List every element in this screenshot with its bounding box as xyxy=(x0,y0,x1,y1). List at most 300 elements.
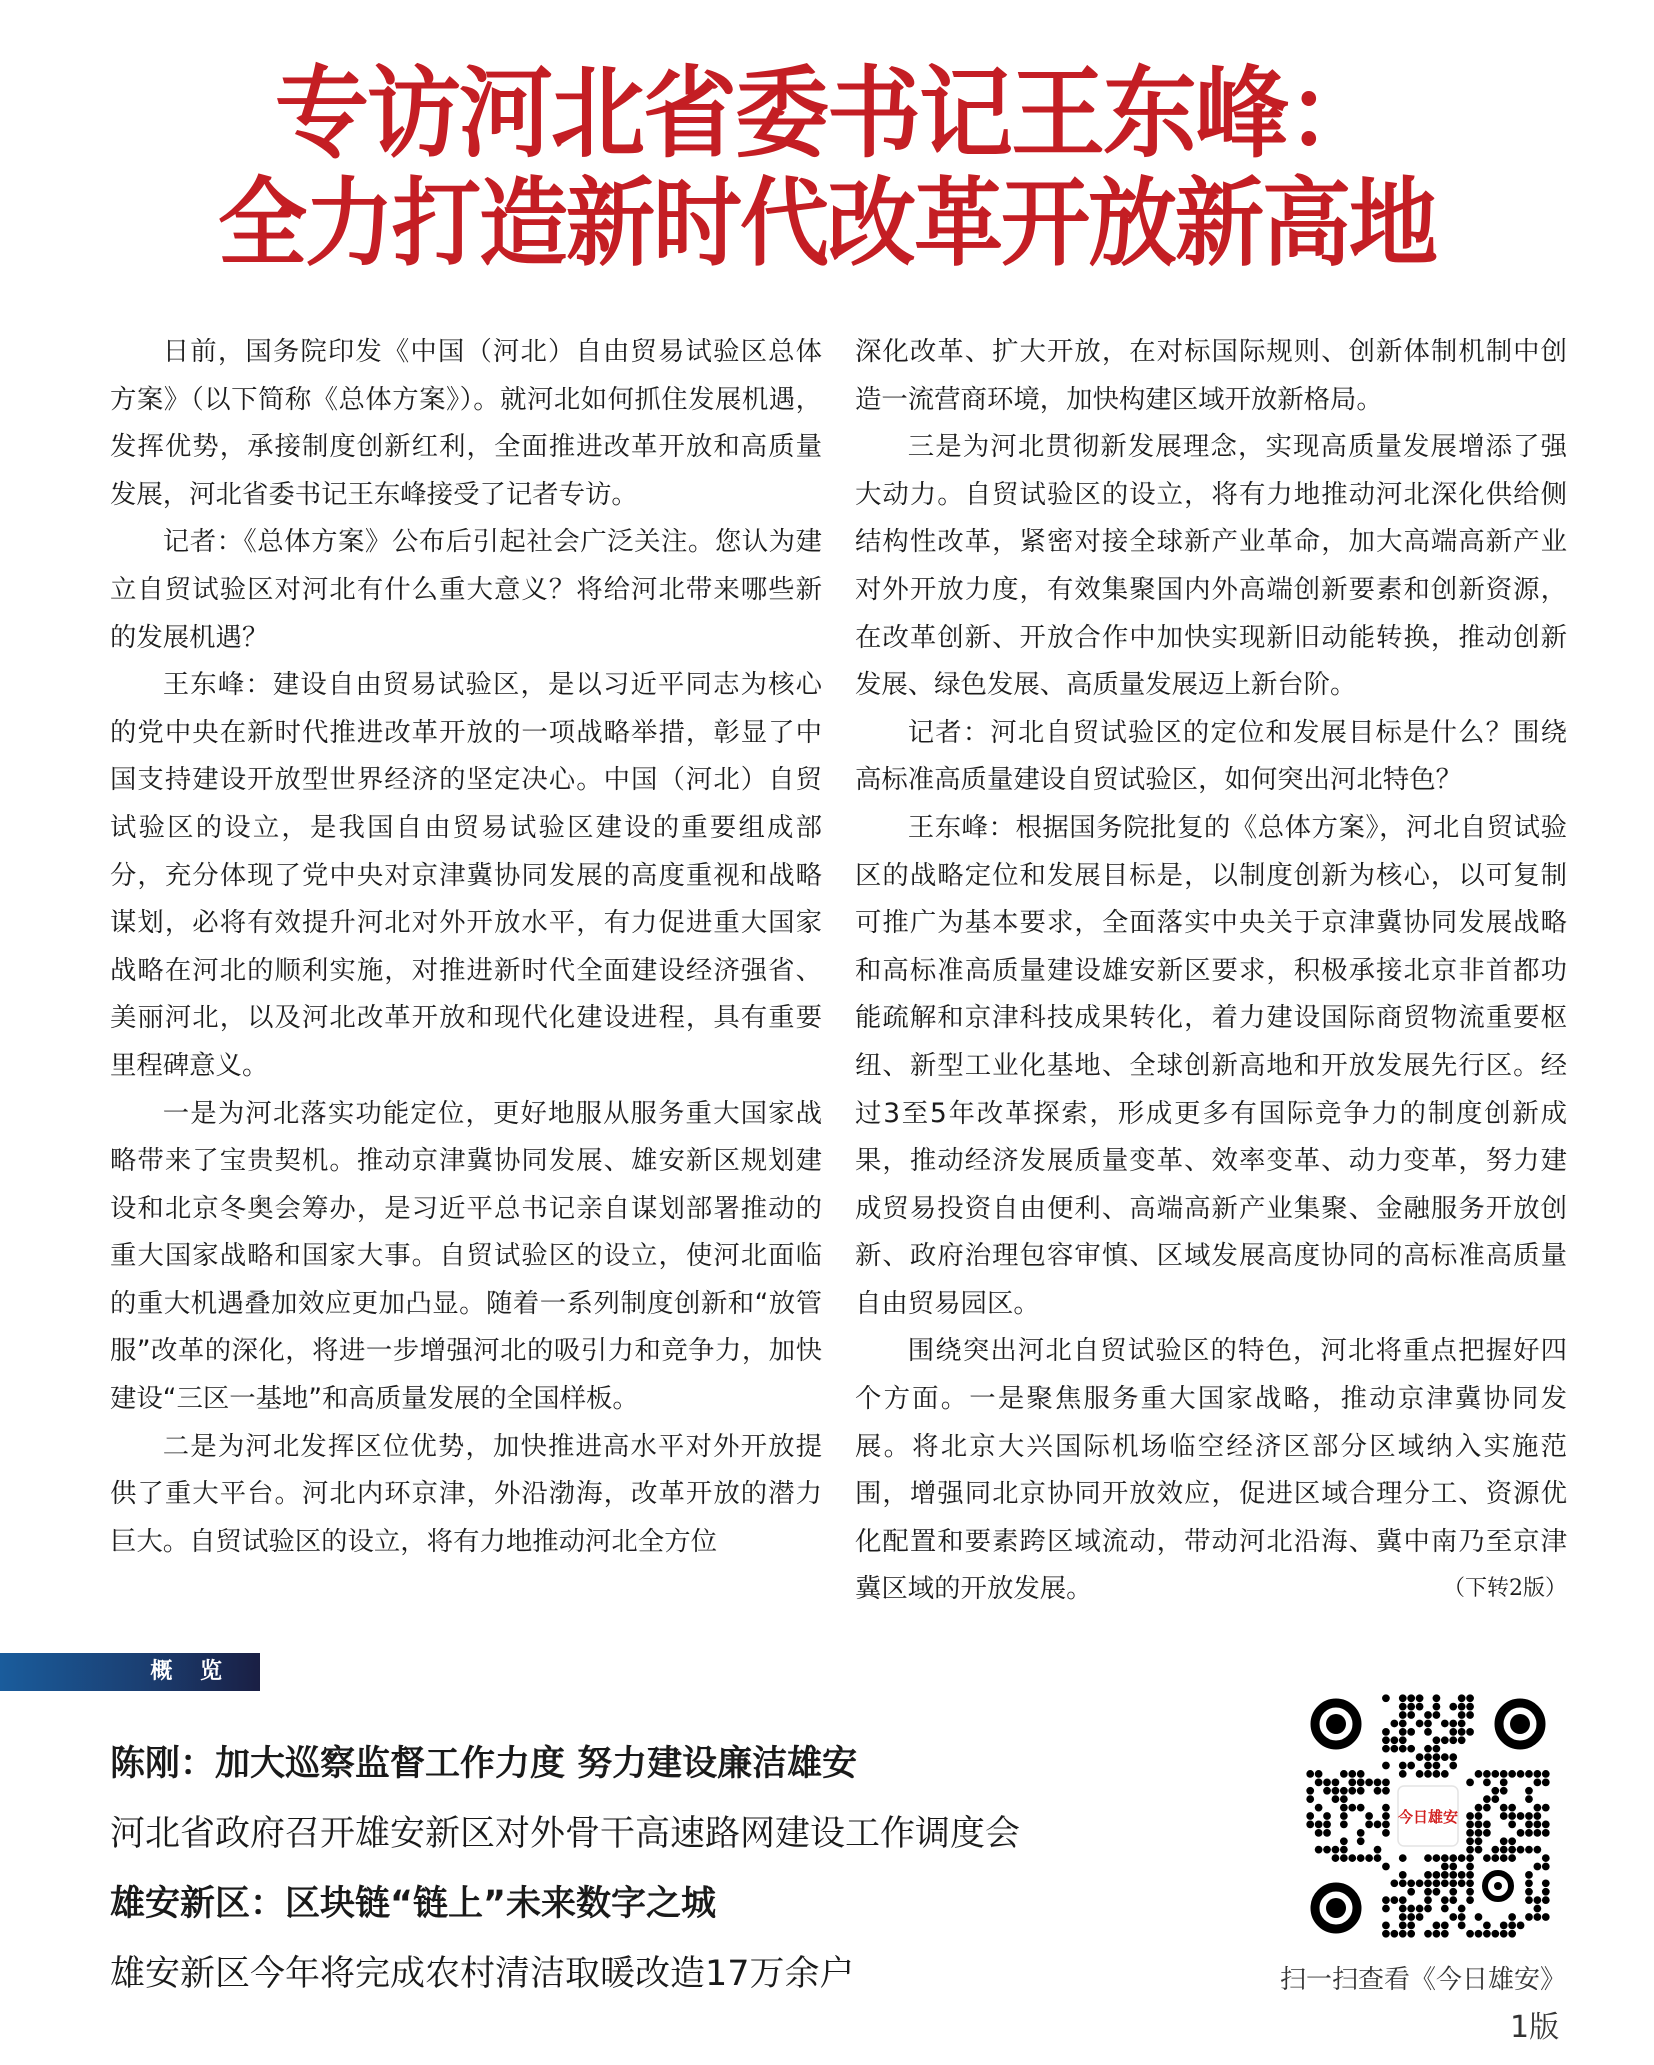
qr-module xyxy=(1407,1745,1415,1753)
qr-module xyxy=(1475,1913,1483,1921)
qr-module xyxy=(1441,1871,1449,1879)
qr-finder-top-left xyxy=(1315,1703,1357,1745)
qr-module xyxy=(1500,1787,1508,1795)
qr-module xyxy=(1416,1753,1424,1761)
qr-module xyxy=(1399,1703,1407,1711)
qr-module xyxy=(1458,1694,1466,1702)
qr-module xyxy=(1466,1694,1474,1702)
qr-module xyxy=(1315,1778,1323,1786)
qr-module xyxy=(1525,1812,1533,1820)
qr-module xyxy=(1416,1703,1424,1711)
qr-module xyxy=(1466,1930,1474,1938)
qr-module xyxy=(1491,1787,1499,1795)
qr-module xyxy=(1449,1762,1457,1770)
qr-module xyxy=(1525,1871,1533,1879)
qr-module xyxy=(1458,1922,1466,1930)
qr-module xyxy=(1449,1728,1457,1736)
qr-module xyxy=(1340,1854,1348,1862)
paragraph: 二是为河北发挥区位优势，加快推进高水平对外开放提供了重大平台。河北内环京津，外沿渤海，改革开放的潜力巨大。自贸试验区的设立，将有力地推动河北全方位 xyxy=(110,1430,822,1557)
qr-module xyxy=(1534,1846,1542,1854)
qr-module xyxy=(1340,1795,1348,1803)
qr-module xyxy=(1374,1846,1382,1854)
qr-module xyxy=(1424,1711,1432,1719)
qr-module xyxy=(1433,1762,1441,1770)
qr-module xyxy=(1424,1728,1432,1736)
overview-item[interactable]: 陈刚：加大巡察监督工作力度 努力建设廉洁雄安 xyxy=(110,1744,858,1784)
qr-module xyxy=(1500,1778,1508,1786)
qr-module xyxy=(1466,1812,1474,1820)
qr-module xyxy=(1542,1896,1550,1904)
paragraph: 三是为河北贯彻新发展理念，实现高质量发展增添了强大动力。自贸试验区的设立，将有力地推动河北深化供给侧结构性改革，紧密对接全球新产业革命，加大高端高新产业对外开放力度，有效集聚国内外高端创新要素和创新资源，在改革创新、开放合作中加快实现新旧动能转换，推动创新发展、绿色发展、高质量发展迈上新台阶。 xyxy=(855,431,1567,701)
qr-module xyxy=(1399,1720,1407,1728)
qr-module xyxy=(1525,1795,1533,1803)
qr-module xyxy=(1399,1913,1407,1921)
qr-module xyxy=(1500,1922,1508,1930)
qr-module xyxy=(1399,1854,1407,1862)
qr-module xyxy=(1500,1846,1508,1854)
qr-module xyxy=(1332,1778,1340,1786)
qr-module xyxy=(1458,1728,1466,1736)
qr-module xyxy=(1407,1913,1415,1921)
qr-module xyxy=(1390,1745,1398,1753)
qr-module xyxy=(1466,1829,1474,1837)
qr-module xyxy=(1357,1829,1365,1837)
qr-module xyxy=(1407,1905,1415,1913)
qr-finder-top-right xyxy=(1499,1703,1541,1745)
qr-module xyxy=(1374,1778,1382,1786)
qr-module xyxy=(1433,1711,1441,1719)
qr-module xyxy=(1441,1736,1449,1744)
qr-module xyxy=(1340,1837,1348,1845)
qr-module xyxy=(1466,1703,1474,1711)
qr-module xyxy=(1458,1879,1466,1887)
qr-module xyxy=(1306,1770,1314,1778)
qr-module xyxy=(1517,1770,1525,1778)
qr-module xyxy=(1340,1787,1348,1795)
qr-module xyxy=(1340,1812,1348,1820)
qr-module xyxy=(1382,1728,1390,1736)
qr-module xyxy=(1348,1770,1356,1778)
qr-module xyxy=(1399,1905,1407,1913)
qr-module xyxy=(1357,1787,1365,1795)
qr-module xyxy=(1500,1837,1508,1845)
overview-label: 概 览 xyxy=(150,1659,232,1684)
qr-module xyxy=(1491,1854,1499,1862)
qr-module xyxy=(1534,1863,1542,1871)
qr-module xyxy=(1441,1930,1449,1938)
qr-module xyxy=(1534,1896,1542,1904)
qr-module xyxy=(1407,1711,1415,1719)
qr-module xyxy=(1348,1787,1356,1795)
qr-module xyxy=(1475,1770,1483,1778)
qr-module xyxy=(1416,1905,1424,1913)
article-right-column xyxy=(855,328,1567,1613)
qr-module xyxy=(1475,1829,1483,1837)
qr-module xyxy=(1466,1837,1474,1845)
paragraph: 日前，国务院印发《中国（河北）自由贸易试验区总体方案》（以下简称《总体方案》）。就河北如何抓住发展机遇，发挥优势，承接制度创新红利，全面推进改革开放和高质量发展，河北省委书记王东峰接受了记者专访。 xyxy=(110,336,822,510)
qr-module xyxy=(1382,1694,1390,1702)
qr-module xyxy=(1382,1787,1390,1795)
qr-module xyxy=(1542,1821,1550,1829)
qr-module xyxy=(1483,1829,1491,1837)
qr-module xyxy=(1365,1812,1373,1820)
qr-module xyxy=(1315,1821,1323,1829)
qr-module xyxy=(1458,1703,1466,1711)
qr-module xyxy=(1374,1787,1382,1795)
qr-module xyxy=(1306,1787,1314,1795)
qr-module xyxy=(1433,1770,1441,1778)
qr-module xyxy=(1525,1846,1533,1854)
qr-module xyxy=(1441,1922,1449,1930)
qr-module xyxy=(1382,1922,1390,1930)
qr-module xyxy=(1323,1846,1331,1854)
qr-module xyxy=(1332,1787,1340,1795)
qr-module xyxy=(1407,1922,1415,1930)
qr-module xyxy=(1542,1863,1550,1871)
paragraph-text: 围绕突出河北自贸试验区的特色，河北将重点把握好四个方面。一是聚焦服务重大国家战略，推动京津冀协同发展。将北京大兴国际机场临空经济区部分区域纳入实施范围，增强同北京协同开放效应，促进区域合理分工、资源优化配置和要素跨区域流动，带动河北沿海、冀中南乃至京津冀区域的开放发展。 xyxy=(855,1335,1567,1605)
qr-module xyxy=(1534,1829,1542,1837)
paragraph: 一是为河北落实功能定位，更好地服从服务重大国家战略带来了宝贵契机。推动京津冀协同发展、雄安新区规划建设和北京冬奥会筹办，是习近平总书记亲自谋划部署推动的重大国家战略和国家大事。自贸试验区的设立，使河北面临的重大机遇叠加效应更加凸显。随着一系列制度创新和“放管服”改革的深化，将进一步增强河北的吸引力和竞争力，加快建设“三区一基地”和高质量发展的全国样板。 xyxy=(110,1097,822,1415)
qr-module xyxy=(1458,1720,1466,1728)
qr-module xyxy=(1491,1930,1499,1938)
qr-module xyxy=(1340,1770,1348,1778)
overview-item[interactable]: 雄安新区：区块链“链上”未来数字之城 xyxy=(110,1884,717,1924)
headline-line-1: 专访河北省委书记王东峰： xyxy=(274,56,1379,172)
qr-module xyxy=(1399,1711,1407,1719)
qr-module xyxy=(1433,1871,1441,1879)
qr-module xyxy=(1323,1829,1331,1837)
qr-module xyxy=(1407,1879,1415,1887)
qr-module xyxy=(1365,1854,1373,1862)
paragraph: 深化改革、扩大开放，在对标国际规则、创新体制机制中创造一流营商环境，加快构建区域开放新格局。 xyxy=(855,336,1567,415)
qr-module xyxy=(1340,1821,1348,1829)
qr-module xyxy=(1399,1896,1407,1904)
qr-module xyxy=(1449,1703,1457,1711)
qr-module xyxy=(1458,1913,1466,1921)
qr-module xyxy=(1382,1736,1390,1744)
qr-module xyxy=(1466,1778,1474,1786)
qr-module xyxy=(1315,1846,1323,1854)
qr-module xyxy=(1475,1846,1483,1854)
qr-module xyxy=(1424,1896,1432,1904)
qr-module xyxy=(1542,1854,1550,1862)
qr-module xyxy=(1424,1762,1432,1770)
qr-module xyxy=(1323,1778,1331,1786)
qr-module xyxy=(1441,1770,1449,1778)
qr-module xyxy=(1534,1770,1542,1778)
qr-module xyxy=(1458,1736,1466,1744)
qr-module xyxy=(1365,1821,1373,1829)
qr-module xyxy=(1525,1787,1533,1795)
paragraph-last xyxy=(855,1327,1567,1613)
paragraph: 王东峰：建设自由贸易试验区，是以习近平同志为核心的党中央在新时代推进改革开放的一项战略举措，彰显了中国支持建设开放型世界经济的坚定决心。中国（河北）自贸试验区的设立，是我国自由贸易试验区建设的重要组成部分，充分体现了党中央对京津冀协同发展的高度重视和战略谋划，必将有效提升河北对外开放水平，有力促进重大国家战略在河北的顺利实施，对推进新时代全面建设经济强省、美丽河北，以及河北改革开放和现代化建设进程，具有重要里程碑意义。 xyxy=(110,669,822,1081)
qr-module xyxy=(1508,1812,1516,1820)
qr-module xyxy=(1399,1930,1407,1938)
qr-module xyxy=(1315,1829,1323,1837)
qr-module xyxy=(1407,1728,1415,1736)
qr-module xyxy=(1306,1821,1314,1829)
qr-module xyxy=(1483,1778,1491,1786)
qr-module xyxy=(1483,1821,1491,1829)
qr-module xyxy=(1542,1888,1550,1896)
qr-module xyxy=(1542,1913,1550,1921)
qr-module xyxy=(1466,1888,1474,1896)
qr-module xyxy=(1534,1821,1542,1829)
qr-module xyxy=(1508,1804,1516,1812)
qr-module xyxy=(1323,1812,1331,1820)
qr-module xyxy=(1449,1871,1457,1879)
qr-module xyxy=(1357,1778,1365,1786)
article-left-column xyxy=(110,328,822,1565)
qr-module xyxy=(1382,1905,1390,1913)
qr-module xyxy=(1508,1770,1516,1778)
qr-module xyxy=(1407,1694,1415,1702)
qr-module xyxy=(1449,1863,1457,1871)
qr-module xyxy=(1424,1854,1432,1862)
qr-module xyxy=(1348,1804,1356,1812)
qr-module xyxy=(1424,1930,1432,1938)
qr-module xyxy=(1508,1922,1516,1930)
qr-module xyxy=(1399,1728,1407,1736)
qr-module xyxy=(1348,1854,1356,1862)
qr-module xyxy=(1382,1821,1390,1829)
qr-module xyxy=(1466,1854,1474,1862)
qr-module xyxy=(1508,1930,1516,1938)
qr-alignment xyxy=(1485,1873,1511,1899)
qr-module xyxy=(1517,1829,1525,1837)
qr-module xyxy=(1534,1905,1542,1913)
qr-module xyxy=(1416,1913,1424,1921)
qr-module xyxy=(1542,1829,1550,1837)
qr-module xyxy=(1332,1854,1340,1862)
qr-module xyxy=(1382,1829,1390,1837)
qr-module xyxy=(1399,1879,1407,1887)
qr-module xyxy=(1500,1804,1508,1812)
overview-item[interactable]: 河北省政府召开雄安新区对外骨干高速路网建设工作调度会 xyxy=(110,1814,1021,1854)
qr-module xyxy=(1441,1854,1449,1862)
qr-module xyxy=(1424,1905,1432,1913)
qr-module xyxy=(1534,1913,1542,1921)
qr-code-icon[interactable] xyxy=(1306,1694,1550,1938)
qr-module xyxy=(1449,1736,1457,1744)
qr-module xyxy=(1374,1821,1382,1829)
qr-caption: 扫一扫查看《今日雄安》 xyxy=(1280,1965,1567,1995)
qr-module xyxy=(1433,1930,1441,1938)
qr-module xyxy=(1475,1821,1483,1829)
continued-note[interactable]: （下转2版） xyxy=(1443,1576,1567,1602)
qr-module xyxy=(1500,1854,1508,1862)
qr-module xyxy=(1508,1821,1516,1829)
qr-module xyxy=(1399,1871,1407,1879)
qr-module xyxy=(1374,1854,1382,1862)
qr-module xyxy=(1357,1854,1365,1862)
qr-module xyxy=(1483,1930,1491,1938)
qr-module xyxy=(1449,1720,1457,1728)
qr-module xyxy=(1441,1720,1449,1728)
qr-module xyxy=(1382,1745,1390,1753)
qr-module xyxy=(1542,1770,1550,1778)
qr-module xyxy=(1466,1728,1474,1736)
qr-module xyxy=(1534,1812,1542,1820)
qr-module xyxy=(1441,1896,1449,1904)
overview-banner xyxy=(0,1653,260,1691)
qr-module xyxy=(1458,1871,1466,1879)
qr-module xyxy=(1424,1745,1432,1753)
qr-module xyxy=(1534,1804,1542,1812)
qr-module xyxy=(1466,1711,1474,1719)
qr-module xyxy=(1390,1879,1398,1887)
paragraph: 王东峰：根据国务院批复的《总体方案》，河北自贸试验区的战略定位和发展目标是，以制度创新为核心，以可复制可推广为基本要求，全面落实中央关于京津冀协同发展战略和高标准高质量建设雄安新区要求，积极承接北京非首都功能疏解和京津科技成果转化，着力建设国际商贸物流重要枢纽、新型工业化基地、全球创新高地和开放发展先行区。经过3至5年改革探索，形成更多有国际竞争力的制度创新成果，推动经济发展质量变革、效率变革、动力变革，努力建成贸易投资自由便利、高端高新产业集聚、金融服务开放创新、政府治理包容审慎、区域发展高度协同的高标准高质量自由贸易园区。 xyxy=(855,811,1567,1319)
qr-module xyxy=(1517,1922,1525,1930)
qr-module xyxy=(1449,1888,1457,1896)
qr-module xyxy=(1491,1795,1499,1803)
qr-module xyxy=(1433,1753,1441,1761)
qr-module xyxy=(1315,1770,1323,1778)
qr-module xyxy=(1449,1753,1457,1761)
qr-module xyxy=(1315,1804,1323,1812)
qr-module xyxy=(1517,1812,1525,1820)
qr-module xyxy=(1357,1837,1365,1845)
qr-module xyxy=(1323,1821,1331,1829)
qr-module xyxy=(1525,1879,1533,1887)
qr-module xyxy=(1390,1720,1398,1728)
qr-module xyxy=(1433,1703,1441,1711)
qr-module xyxy=(1525,1888,1533,1896)
qr-module xyxy=(1407,1888,1415,1896)
qr-module xyxy=(1424,1879,1432,1887)
qr-module xyxy=(1508,1837,1516,1845)
qr-module xyxy=(1500,1812,1508,1820)
qr-module xyxy=(1382,1863,1390,1871)
qr-module xyxy=(1500,1770,1508,1778)
qr-module xyxy=(1416,1694,1424,1702)
qr-module xyxy=(1466,1879,1474,1887)
qr-module xyxy=(1340,1846,1348,1854)
qr-module xyxy=(1475,1812,1483,1820)
qr-module xyxy=(1323,1787,1331,1795)
paragraph: 记者：《总体方案》公布后引起社会广泛关注。您认为建立自贸试验区对河北有什么重大意义？将给河北带来哪些新的发展机遇？ xyxy=(110,526,822,653)
qr-module xyxy=(1534,1778,1542,1786)
qr-module xyxy=(1340,1804,1348,1812)
qr-finder-bottom-left xyxy=(1315,1887,1357,1929)
qr-module xyxy=(1500,1930,1508,1938)
page-number: 1版 xyxy=(1510,2010,1560,2045)
qr-module xyxy=(1449,1879,1457,1887)
qr-module xyxy=(1390,1930,1398,1938)
qr-module xyxy=(1399,1736,1407,1744)
qr-module xyxy=(1399,1694,1407,1702)
qr-module xyxy=(1466,1846,1474,1854)
qr-module xyxy=(1357,1770,1365,1778)
qr-module xyxy=(1407,1703,1415,1711)
qr-module xyxy=(1542,1804,1550,1812)
qr-module xyxy=(1458,1711,1466,1719)
qr-module xyxy=(1332,1795,1340,1803)
qr-module xyxy=(1357,1804,1365,1812)
qr-module xyxy=(1433,1694,1441,1702)
qr-logo: 今日雄安 xyxy=(1397,1808,1459,1826)
qr-module xyxy=(1525,1896,1533,1904)
qr-module xyxy=(1424,1888,1432,1896)
qr-module xyxy=(1466,1863,1474,1871)
qr-module xyxy=(1382,1896,1390,1904)
qr-module xyxy=(1441,1879,1449,1887)
qr-module xyxy=(1399,1922,1407,1930)
qr-module xyxy=(1508,1846,1516,1854)
qr-module xyxy=(1390,1896,1398,1904)
qr-module xyxy=(1508,1913,1516,1921)
qr-module xyxy=(1542,1778,1550,1786)
qr-module xyxy=(1458,1854,1466,1862)
qr-module xyxy=(1382,1804,1390,1812)
qr-module xyxy=(1483,1854,1491,1862)
qr-module xyxy=(1433,1745,1441,1753)
qr-module xyxy=(1483,1922,1491,1930)
qr-module xyxy=(1306,1795,1314,1803)
qr-module xyxy=(1424,1720,1432,1728)
qr-module xyxy=(1433,1736,1441,1744)
qr-module xyxy=(1449,1896,1457,1904)
qr-module xyxy=(1416,1720,1424,1728)
qr-module xyxy=(1525,1913,1533,1921)
qr-module xyxy=(1306,1812,1314,1820)
overview-item[interactable]: 雄安新区今年将完成农村清洁取暖改造17万余户 xyxy=(110,1954,855,1994)
qr-module xyxy=(1382,1930,1390,1938)
qr-module xyxy=(1449,1913,1457,1921)
qr-module xyxy=(1441,1905,1449,1913)
headline-line-2: 全力打造新时代改革开放新高地 xyxy=(218,166,1436,280)
qr-module xyxy=(1399,1745,1407,1753)
qr-module xyxy=(1407,1762,1415,1770)
qr-module xyxy=(1348,1778,1356,1786)
qr-module xyxy=(1399,1762,1407,1770)
qr-module xyxy=(1441,1753,1449,1761)
qr-module xyxy=(1491,1770,1499,1778)
qr-module xyxy=(1517,1846,1525,1854)
qr-module xyxy=(1475,1804,1483,1812)
qr-module xyxy=(1491,1846,1499,1854)
qr-module xyxy=(1382,1762,1390,1770)
qr-module xyxy=(1433,1888,1441,1896)
qr-module xyxy=(1542,1879,1550,1887)
qr-module xyxy=(1399,1770,1407,1778)
qr-module xyxy=(1475,1837,1483,1845)
qr-module xyxy=(1433,1922,1441,1930)
qr-module xyxy=(1525,1770,1533,1778)
qr-module xyxy=(1416,1879,1424,1887)
qr-module xyxy=(1466,1871,1474,1879)
qr-module xyxy=(1382,1812,1390,1820)
qr-module xyxy=(1424,1871,1432,1879)
qr-module xyxy=(1433,1854,1441,1862)
qr-module xyxy=(1466,1821,1474,1829)
qr-module xyxy=(1332,1846,1340,1854)
qr-module xyxy=(1475,1930,1483,1938)
qr-module xyxy=(1449,1854,1457,1862)
qr-module xyxy=(1433,1879,1441,1887)
qr-module xyxy=(1390,1736,1398,1744)
paragraph: 记者：河北自贸试验区的定位和发展目标是什么？围绕高标准高质量建设自贸试验区，如何突出河北特色？ xyxy=(855,716,1567,796)
qr-module xyxy=(1416,1770,1424,1778)
qr-module xyxy=(1483,1795,1491,1803)
qr-module xyxy=(1382,1778,1390,1786)
qr-module xyxy=(1525,1829,1533,1837)
qr-module xyxy=(1483,1804,1491,1812)
qr-module xyxy=(1458,1905,1466,1913)
qr-module xyxy=(1424,1770,1432,1778)
qr-module xyxy=(1365,1778,1373,1786)
qr-module xyxy=(1466,1896,1474,1904)
